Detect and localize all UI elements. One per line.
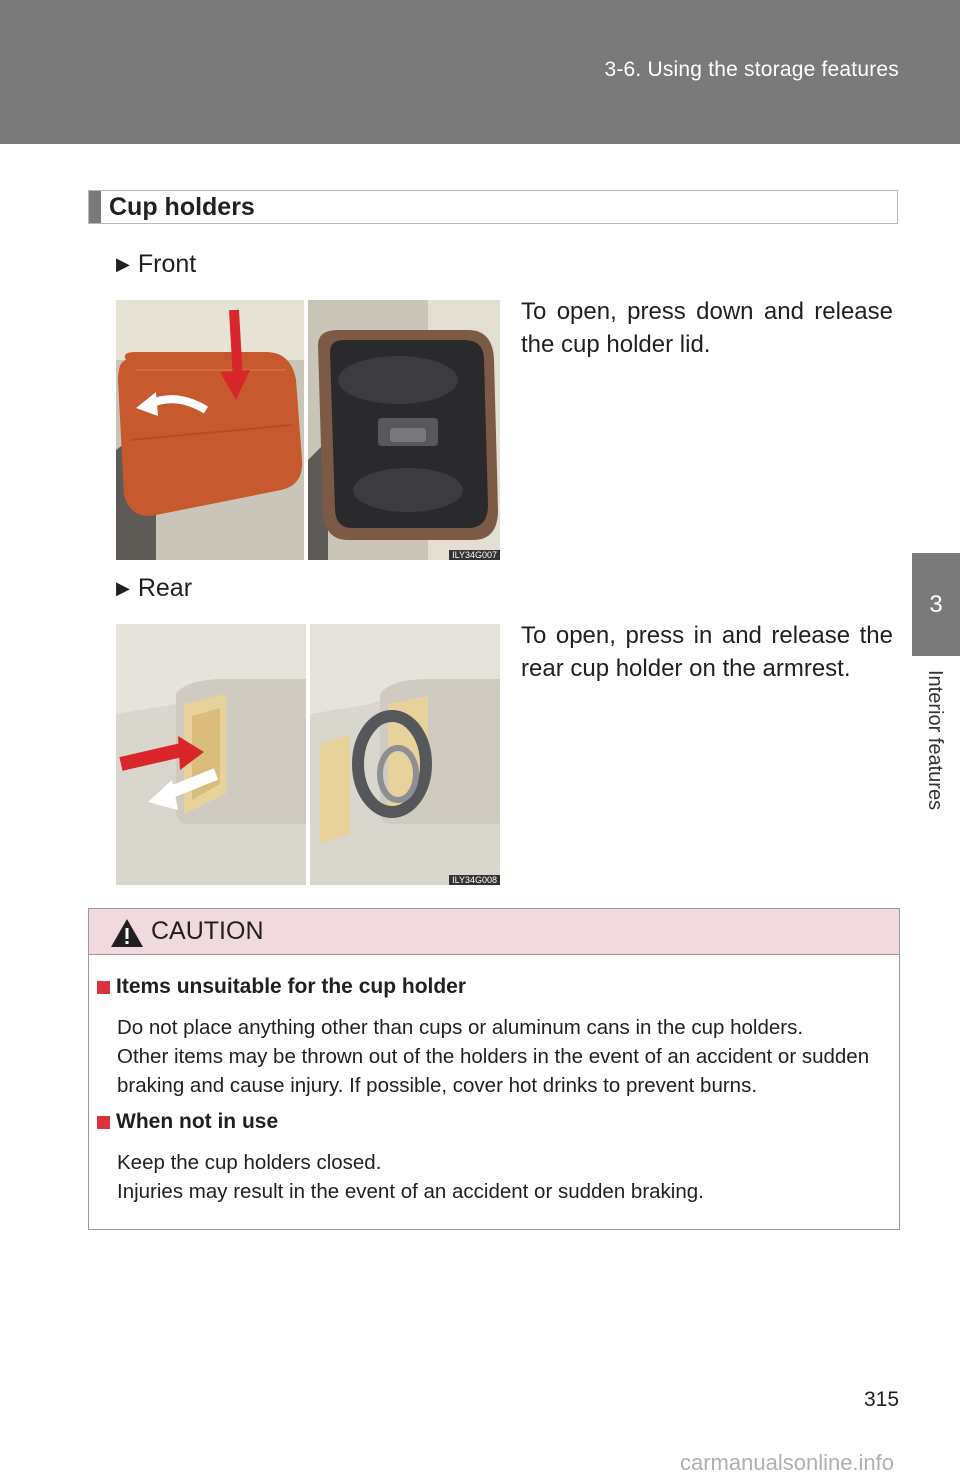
header-title: 3-6. Using the storage features — [604, 58, 899, 81]
red-square-bullet-icon — [97, 1116, 110, 1129]
caution-title: CAUTION — [151, 917, 264, 945]
caution-box — [88, 908, 900, 1230]
caution-item-title: When not in use — [97, 1110, 278, 1134]
front-heading — [116, 250, 196, 279]
front-description: To open, press down and release the cup holder lid. — [521, 298, 893, 358]
front-photo-open — [308, 300, 500, 560]
front-photo-closed — [116, 300, 304, 560]
section-title: Cup holders — [109, 193, 255, 221]
front-label: Front — [137, 250, 197, 278]
section-header — [88, 190, 898, 224]
warning-triangle-icon — [109, 917, 145, 949]
caution-item-title: Items unsuitable for the cup holder — [97, 975, 466, 999]
section-header-bar — [89, 191, 101, 223]
chapter-label: Interior features — [924, 670, 946, 811]
rear-photo-open — [310, 624, 500, 885]
header-band — [0, 0, 960, 144]
front-figure-code: ILY34G007 — [449, 550, 500, 560]
rear-description: To open, press in and release the rear cup holder on the armrest. — [521, 622, 893, 682]
rear-label: Rear — [137, 574, 193, 602]
play-triangle-icon: ▶ — [116, 254, 130, 274]
caution-header — [89, 909, 899, 955]
play-triangle-icon: ▶ — [116, 578, 130, 598]
caution-item-text: Keep the cup holders closed. Injuries may result in the event of an accident or sudden braking. — [117, 1151, 704, 1203]
rear-heading — [116, 574, 192, 603]
watermark[interactable]: carmanualsonline.info — [680, 1450, 895, 1475]
page-number: 315 — [864, 1388, 900, 1411]
caution-item-text: Do not place anything other than cups or aluminum cans in the cup holders. Other items may be thrown out of the holders in the event of an accident or sudden braking and cause injury. If possible, cover hot drinks to prevent burns. — [117, 1016, 870, 1097]
rear-photo-closed — [116, 624, 306, 885]
red-square-bullet-icon — [97, 981, 110, 994]
rear-figure-code: ILY34G008 — [449, 875, 500, 885]
chapter-tab[interactable]: 3 — [912, 553, 960, 656]
